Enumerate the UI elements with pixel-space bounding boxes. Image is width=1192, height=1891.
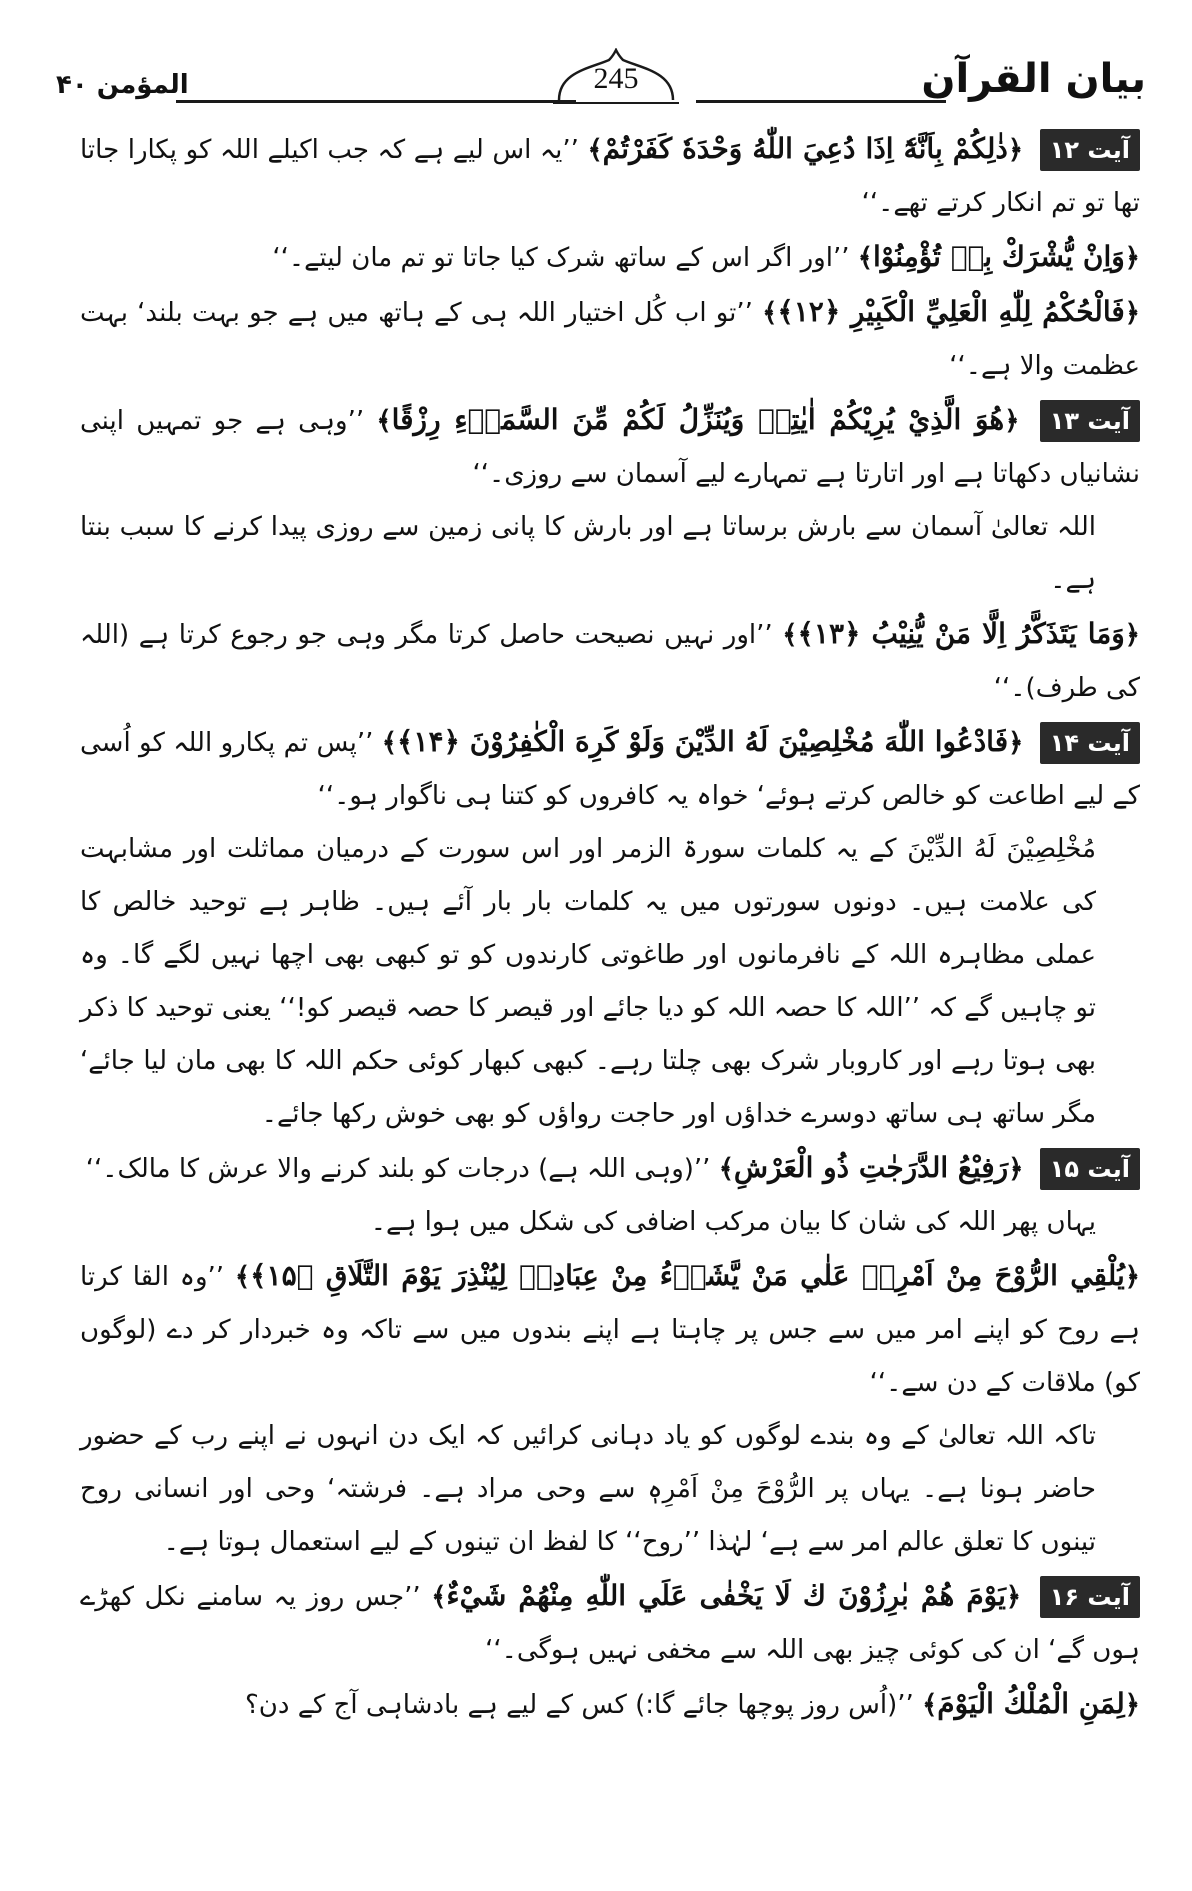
verse-label: آیت ۱۶ xyxy=(1040,1576,1140,1618)
page-number: 245 xyxy=(593,62,639,95)
arabic-text: يَوْمَ هُمْ بٰرِزُوْنَ ڬ لَا يَخْفٰى عَلَي اللّٰهِ مِنْهُمْ شَيْءٌ xyxy=(446,1579,1006,1612)
open-bracket: ﴿ xyxy=(1124,620,1140,650)
translation-text: ’’وہی ہے جو تمہیں اپنی نشانیاں دکھاتا ہے اور اتارتا ہے تمہارے لیے آسمان سے روزی۔‘‘ xyxy=(80,406,1140,489)
verse-label: آیت ۱۵ xyxy=(1040,1148,1140,1190)
translation-text: ’’(وہی اللہ ہے) درجات کو بلند کرنے والا عرش کا مالک۔‘‘ xyxy=(85,1154,711,1184)
translation-text: ’’اور اگر اس کے ساتھ شرک کیا جاتا تو تم مان لیتے۔‘‘ xyxy=(272,243,850,273)
verse-label: آیت ۱۴ xyxy=(1040,722,1140,764)
arabic-text: ذٰلِكُمْ بِاَنَّهٗٓ اِذَا دُعِيَ اللّٰهُ وَحْدَهٗ كَفَرْتُمْ xyxy=(602,132,1008,165)
quote-block xyxy=(80,1249,1140,1410)
translation-text: ’’پس تم پکارو اللہ کو اُسی کے لیے اطاعت کو خالص کرتے ہوئے‘ خواہ یہ کافروں کو کتنا ہی ناگوار ہو۔‘‘ xyxy=(80,728,1140,811)
translation-text: ’’تو اب کُل اختیار اللہ ہی کے ہاتھ میں ہے جو بہت بلند‘ بہت عظمت والا ہے۔‘‘ xyxy=(80,298,1140,381)
close-bracket: ﴾ xyxy=(381,728,397,758)
header-rule-left xyxy=(176,100,576,103)
arabic-text: وَاِنْ يُّشْرَكْ بِهٖ تُؤْمِنُوْا xyxy=(873,240,1125,273)
verse-14 xyxy=(80,715,1140,823)
translation-text: ’’اور نہیں نصیحت حاصل کرتا مگر وہی جو رجوع کرتا ہے (اللہ کی طرف)۔‘‘ xyxy=(80,620,1140,703)
translation-text: ’’وہ القا کرتا ہے روح کو اپنے امر میں سے جس پر چاہتا ہے اپنے بندوں میں سے تاکہ وہ خبردار کر دے (لوگوں کو) ملاقات کے دن سے۔‘‘ xyxy=(80,1262,1140,1398)
page-content xyxy=(80,122,1140,1732)
verse-16 xyxy=(80,1569,1140,1677)
open-bracket: ﴿ xyxy=(1124,1690,1140,1720)
close-bracket: ﴾ xyxy=(376,406,392,436)
commentary-paragraph: اللہ تعالیٰ آسمان سے بارش برساتا ہے اور بارش کا پانی زمین سے روزی پیدا کرنے کا سبب بنتا ہے۔ xyxy=(80,512,1096,595)
close-bracket: ﴾ xyxy=(762,298,778,328)
open-bracket: ﴿ xyxy=(1008,728,1024,758)
close-bracket: ﴾ xyxy=(234,1262,251,1292)
commentary-paragraph: یہاں پھر اللہ کی شان کا بیان مرکب اضافی کی شکل میں ہوا ہے۔ xyxy=(370,1207,1096,1237)
arabic-text: وَمَا يَتَذَكَّرُ اِلَّا مَنْ يُّنِيْبُ ﴿۱۳﴾ xyxy=(797,617,1125,650)
open-bracket: ﴿ xyxy=(1004,406,1020,436)
close-bracket: ﴾ xyxy=(922,1690,938,1720)
verse-15 xyxy=(80,1141,1140,1196)
close-bracket: ﴾ xyxy=(718,1154,734,1184)
arabic-text: هُوَ الَّذِيْ يُرِيْكُمْ اٰيٰتِهٖ وَيُنَزِّلُ لَكُمْ مِّنَ السَّمَاۗءِ رِزْقًا xyxy=(391,403,1005,436)
verse-13 xyxy=(80,393,1140,501)
quote-block xyxy=(80,1677,1140,1732)
close-bracket: ﴾ xyxy=(857,243,873,273)
translation-text: ’’جس روز یہ سامنے نکل کھڑے ہوں گے‘ ان کی کوئی چیز بھی اللہ سے مخفی نہیں ہوگی۔‘‘ xyxy=(80,1582,1140,1665)
arabic-text: فَالْحُكْمُ لِلّٰهِ الْعَلِيِّ الْكَبِيْرِ ﴿۱۲﴾ xyxy=(777,295,1125,328)
header-rule-right xyxy=(696,100,946,103)
verse-label: آیت ۱۲ xyxy=(1040,129,1140,171)
close-bracket: ﴾ xyxy=(782,620,798,650)
surah-name: المؤمن ۴۰ xyxy=(56,70,189,100)
quote-block xyxy=(80,607,1140,715)
open-bracket: ﴿ xyxy=(1008,1154,1024,1184)
close-bracket: ﴾ xyxy=(587,135,603,165)
close-bracket: ﴾ xyxy=(431,1582,447,1612)
page-header xyxy=(56,48,1146,118)
page-number-badge xyxy=(551,48,681,106)
arabic-text: لِمَنِ الْمُلْكُ الْيَوْمَ xyxy=(937,1687,1125,1720)
open-bracket: ﴿ xyxy=(1005,1582,1022,1612)
arabic-text: رَفِيْعُ الدَّرَجٰتِ ذُو الْعَرْشِ xyxy=(733,1151,1009,1184)
open-bracket: ﴿ xyxy=(1124,243,1140,273)
commentary-paragraph: مُخْلِصِيْنَ لَهُ الدِّيْنَ کے یہ کلمات سورۃ الزمر اور اس سورت کے درمیان مماثلت اور مشابہت کی علامت ہیں۔ دونوں سورتوں میں یہ کلمات بار بار آئے ہیں۔ ظاہر ہے توحید خالص کا عملی مظاہرہ اللہ کے نافرمانوں اور طاغوتی کارندوں کو تو کبھی بھی اچھا نہیں لگے گا۔ وہ تو چاہیں گے کہ ’’اللہ کا حصہ اللہ کو دیا جائے اور قیصر کا حصہ قیصر کو!‘‘ یعنی توحید کا ذکر بھی ہوتا رہے اور کاروبار شرک بھی چلتا رہے۔ کبھی کبھار کوئی حکم اللہ کا بھی مان لیا جائے‘ مگر ساتھ ہی ساتھ دوسرے خداؤں اور حاجت رواؤں کو بھی خوش رکھا جائے۔ xyxy=(80,834,1096,1129)
open-bracket: ﴿ xyxy=(1007,135,1024,165)
commentary-paragraph: تاکہ اللہ تعالیٰ کے وہ بندے لوگوں کو یاد دہانی کرائیں کہ ایک دن انہوں نے اپنے رب کے حضور حاضر ہونا ہے۔ یہاں پر الرُّوْحَ مِنْ اَمْرِهٖ سے وحی مراد ہے۔ فرشتہ‘ وحی اور انسانی روح تینوں کا تعلق عالم امر سے ہے‘ لہٰذا ’’روح‘‘ کا لفظ ان تینوں کے لیے استعمال ہوتا ہے۔ xyxy=(80,1421,1096,1557)
arabic-text: يُلْقِي الرُّوْحَ مِنْ اَمْرِهٖ عَلٰي مَنْ يَّشَاۗءُ مِنْ عِبَادِهٖ لِيُنْذِرَ يَوْمَ التَّلَاقِ ﴿۱۵﴾ xyxy=(250,1259,1125,1292)
translation-text: ’’یہ اس لیے ہے کہ جب اکیلے اللہ کو پکارا جاتا تھا تو تم انکار کرتے تھے۔‘‘ xyxy=(80,135,1140,218)
verse-label: آیت ۱۳ xyxy=(1040,400,1140,442)
verse-12 xyxy=(80,122,1140,230)
arabic-text: فَادْعُوا اللّٰهَ مُخْلِصِيْنَ لَهُ الدِّيْنَ وَلَوْ كَرِهَ الْكٰفِرُوْنَ ﴿۱۴﴾ xyxy=(397,725,1009,758)
open-bracket: ﴿ xyxy=(1124,1262,1141,1292)
quote-block xyxy=(80,285,1140,393)
open-bracket: ﴿ xyxy=(1124,298,1140,328)
quote-block xyxy=(80,230,1140,285)
translation-text: ’’(اُس روز پوچھا جائے گا:) کس کے لیے ہے بادشاہی آج کے دن؟ xyxy=(244,1690,914,1720)
book-title: بیان القرآن xyxy=(921,56,1146,102)
